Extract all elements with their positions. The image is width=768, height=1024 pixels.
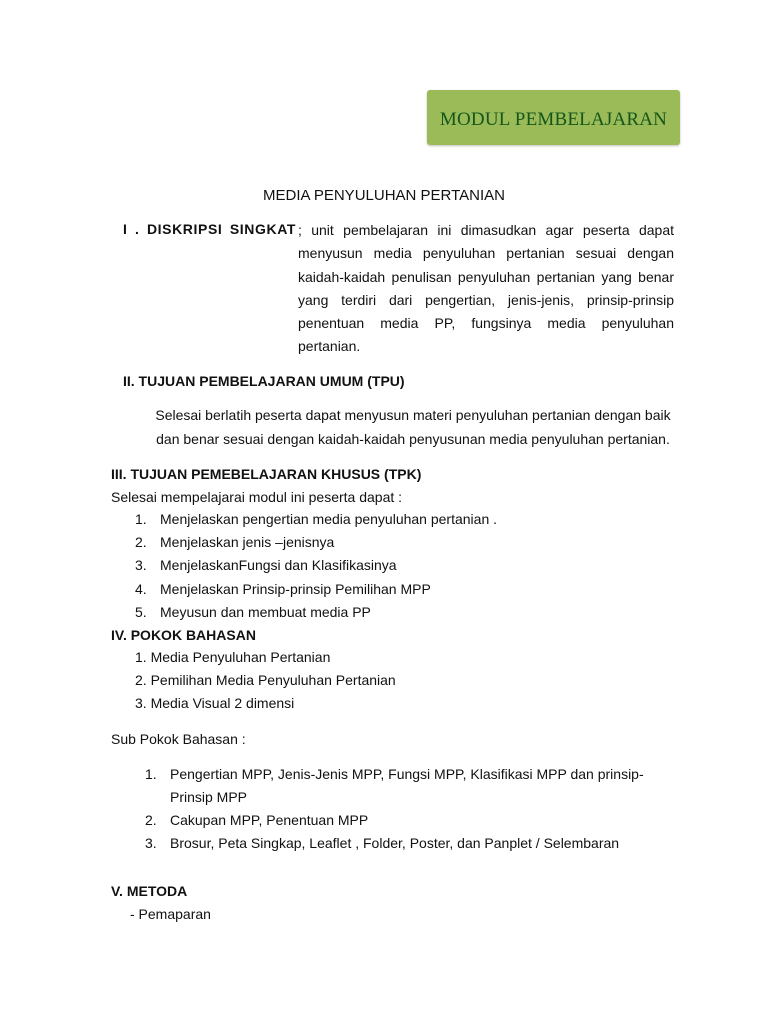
- list-item-number: 5.: [135, 603, 147, 620]
- list-item-number: 4.: [135, 580, 147, 597]
- list-item-text: Cakupan MPP, Penentuan MPP: [170, 812, 369, 828]
- list-item-number: 3.: [145, 835, 157, 852]
- list-item-text: Menjelaskan Prinsip-prinsip Pemilihan MPP: [160, 580, 431, 597]
- section-5-heading: V. METODA: [111, 883, 188, 899]
- list-item-line: Prinsip MPP: [170, 789, 248, 805]
- pokok-bahasan-list: [135, 646, 396, 715]
- list-item: [135, 531, 497, 554]
- section-3-intro: Selesai mempelajarai modul ini peserta dapat :: [111, 489, 403, 505]
- section-2-line-1: Selesai berlatih peserta dapat menyusun materi penyuluhan pertanian dengan baik: [155, 407, 671, 423]
- section-2-heading: II. TUJUAN PEMBELAJARAN UMUM (TPU): [123, 373, 405, 389]
- metoda-item: - Pemaparan: [130, 906, 211, 922]
- list-item-number: 1.: [145, 766, 157, 782]
- section-3-heading: III. TUJUAN PEMEBELAJARAN KHUSUS (TPK): [111, 466, 422, 482]
- document-title: MEDIA PENYULUHAN PERTANIAN: [263, 187, 505, 204]
- list-item-text: Menjelaskan jenis –jenisnya: [160, 534, 335, 551]
- list-item-number: 2.: [135, 534, 147, 551]
- section-2-body: [143, 404, 683, 451]
- list-item: [135, 554, 497, 577]
- list-item: [135, 508, 497, 531]
- list-item: [145, 763, 685, 809]
- list-item: [135, 601, 497, 624]
- list-item: 1. Media Penyuluhan Pertanian: [135, 649, 331, 665]
- module-badge: [427, 90, 680, 145]
- list-item-text: MenjelaskanFungsi dan Klasifikasinya: [160, 557, 397, 574]
- module-badge-label: MODUL PEMBELAJARAN: [439, 108, 668, 130]
- list-item-text: [170, 763, 644, 809]
- list-item: 2. Pemilihan Media Penyuluhan Pertanian: [135, 672, 396, 688]
- sub-pokok-list: [145, 763, 685, 855]
- list-item: [145, 832, 685, 855]
- section-1-body: ; unit pembelajaran ini dimasudkan agar peserta dapat menyusun media penyuluhan pertanian sesuai dengan kaidah-kaidah penulisan penyuluhan pertanian yang benar yang terdiri dari pengertian, jenis-jenis, prinsip-prinsip penentuan media PP, fungsinya media penyuluhan pertanian.: [298, 222, 674, 355]
- section-4-heading: IV. POKOK BAHASAN: [111, 627, 256, 643]
- section-1-heading: I . DISKRIPSI SINGKAT: [123, 221, 297, 237]
- list-item-number: 2.: [145, 812, 157, 828]
- list-item-number: 3.: [135, 557, 147, 574]
- list-item-number: 1.: [135, 511, 147, 527]
- tpk-list: [135, 508, 497, 624]
- list-item: 3. Media Visual 2 dimensi: [135, 695, 295, 711]
- sub-pokok-heading: Sub Pokok Bahasan :: [111, 731, 246, 747]
- list-item: [135, 578, 497, 601]
- list-item-text: Menjelaskan pengertian media penyuluhan pertanian .: [160, 511, 498, 527]
- list-item-text: Meyusun dan membuat media PP: [160, 603, 371, 620]
- section-2-line-2: dan benar sesuai dengan kaidah-kaidah penyusunan media penyuluhan pertanian.: [156, 430, 670, 447]
- list-item-text: Brosur, Peta Singkap, Leaflet , Folder, Poster, dan Panplet / Selembaran: [170, 835, 620, 852]
- list-item: [145, 809, 685, 832]
- list-item-line: Pengertian MPP, Jenis-Jenis MPP, Fungsi MPP, Klasifikasi MPP dan prinsip-: [170, 766, 644, 782]
